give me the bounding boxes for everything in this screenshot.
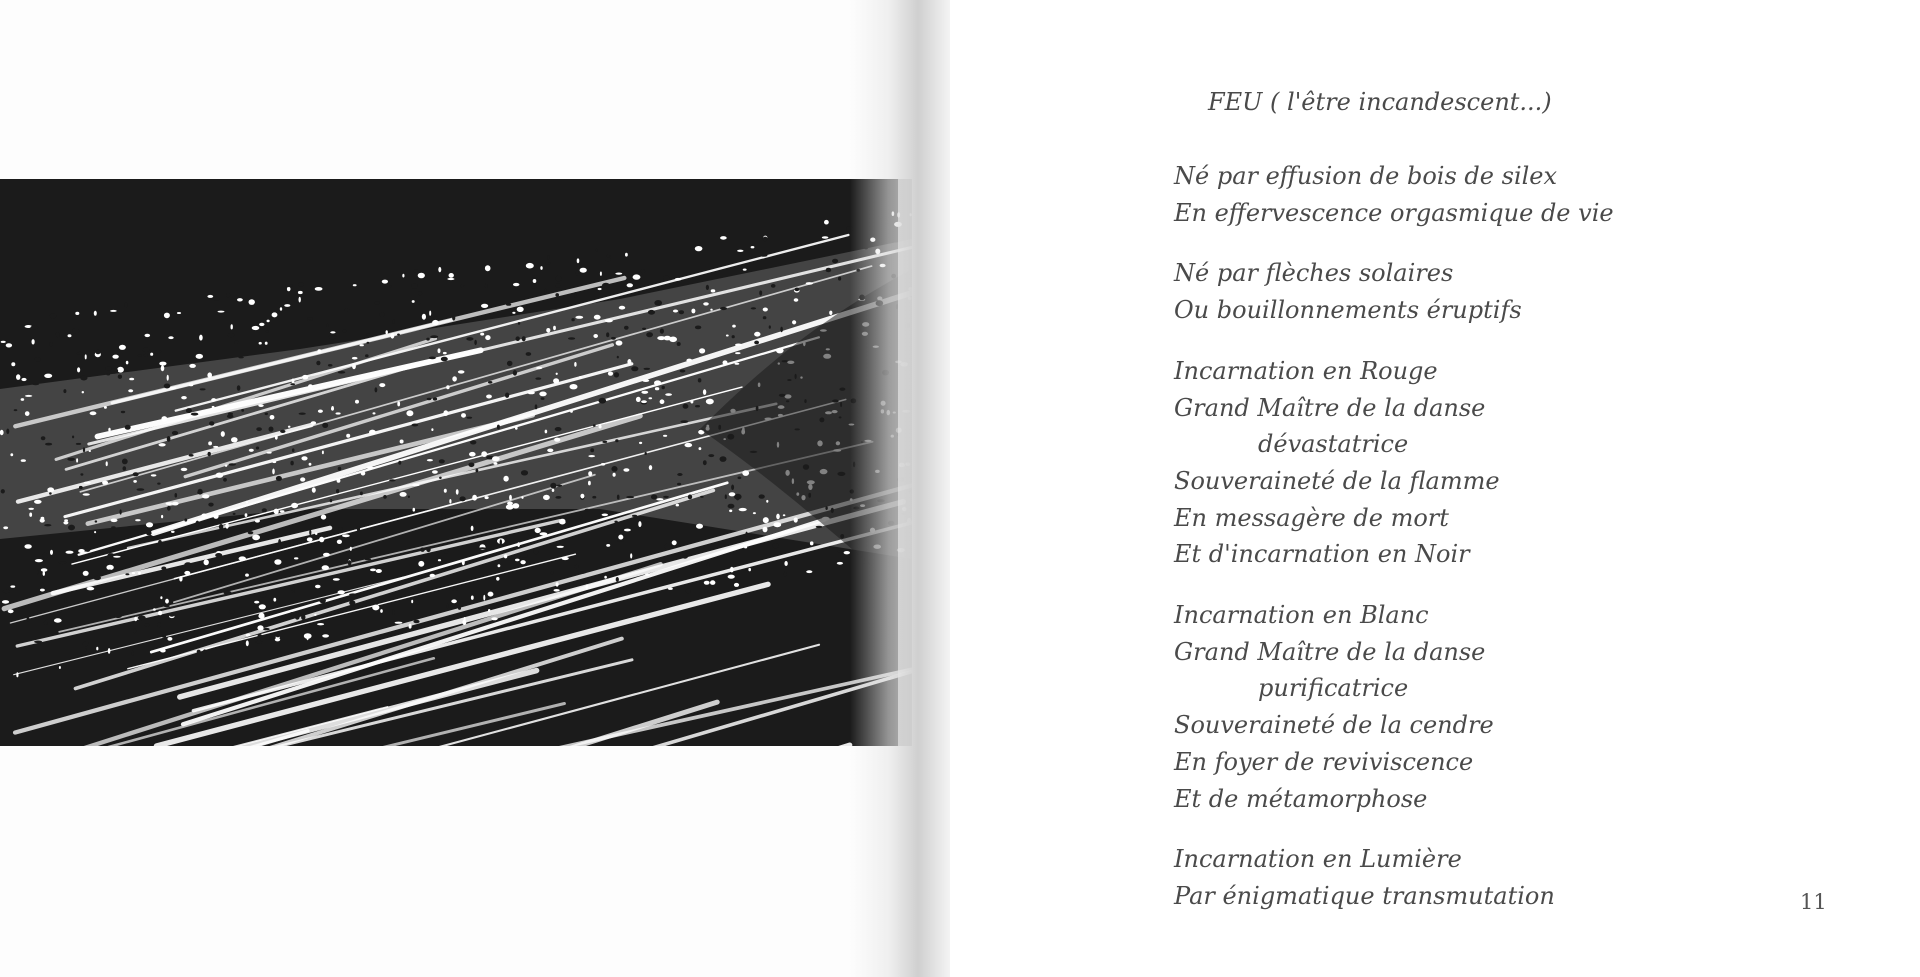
poem [1174,84,1734,939]
abstract-engraving-icon [0,179,912,746]
left-page [0,0,930,977]
poem-line: En foyer de reviviscence [1174,747,1474,776]
poem-line: En messagère de mort [1174,503,1449,532]
poem-line: Incarnation en Lumière [1174,845,1462,874]
poem-line: Et de métamorphose [1174,784,1428,813]
poem-stanza [1174,597,1734,817]
poem-body [1174,158,1734,915]
poem-line: Grand Maître de la danse [1174,637,1486,666]
poem-line: Souveraineté de la cendre [1174,711,1494,740]
poem-line: Grand Maître de la danse [1174,393,1486,422]
poem-line: En effervescence orgasmique de vie [1174,198,1614,227]
poem-line: Par énigmatique transmutation [1174,881,1555,910]
engraving-illustration [0,179,912,746]
poem-stanza [1174,841,1734,914]
poem-stanza [1174,353,1734,573]
poem-stanza [1174,255,1734,328]
poem-line: Souveraineté de la flamme [1174,466,1500,495]
poem-line: Incarnation en Rouge [1174,356,1438,385]
poem-line: Ou bouillonnements éruptifs [1174,296,1522,325]
poem-line: dévastatrice [1258,430,1409,459]
poem-stanza [1174,158,1734,231]
poem-line: Et d'incarnation en Noir [1174,540,1470,569]
poem-line: Né par flèches solaires [1174,259,1454,288]
poem-line: purificatrice [1258,674,1409,703]
book-gutter [850,0,960,977]
poem-line: Incarnation en Blanc [1174,601,1429,630]
poem-title: FEU ( l'être incandescent...) [1208,88,1552,116]
page-number: 11 [1800,890,1827,914]
poem-line: Né par effusion de bois de silex [1174,162,1558,190]
